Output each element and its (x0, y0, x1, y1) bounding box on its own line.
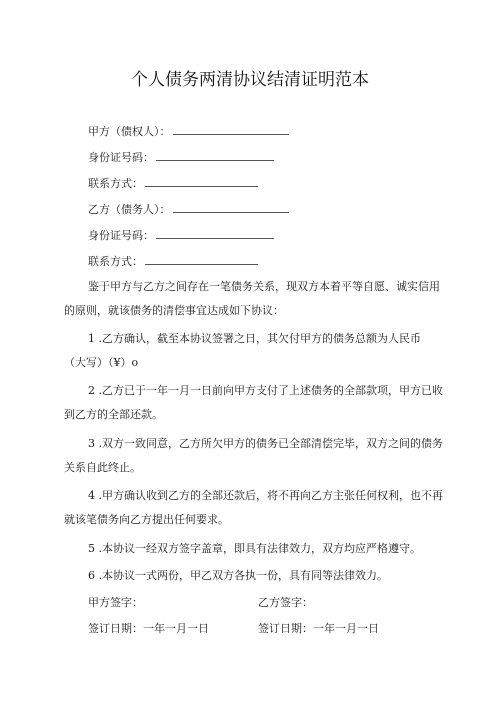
clause-3-line-1: 3 .双方一致同意，乙方所欠甲方的债务已全部清偿完毕，双方之间的债务 (88, 437, 443, 450)
party-b-sign (258, 595, 460, 611)
debtor-contact-blank (145, 253, 258, 265)
clause-2-line-2: 到乙方的全部还款。 (64, 408, 163, 421)
clause-1-line-1: 1 .乙方确认，截至本协议签署之日，其欠付甲方的债务总额为人民币 (88, 332, 421, 345)
debtor-blank (173, 201, 289, 213)
creditor-blank (173, 123, 289, 135)
debtor-id-label: 身份证号码： (88, 229, 154, 242)
party-a-sign-label: 甲方签字： (88, 596, 143, 609)
party-a-date: 签订日期：一年一月一日 (88, 622, 209, 635)
creditor-contact-label: 联系方式： (88, 177, 143, 190)
debtor-id-field (88, 227, 460, 244)
creditor-id-field (88, 149, 460, 166)
clause-3-line-2: 关系自此终止。 (64, 461, 141, 474)
creditor-contact-blank (145, 175, 258, 187)
clause-6: 6 .本协议一式两份，甲乙双方各执一份，具有同等法律效力。 (88, 569, 388, 582)
debtor-contact-field (88, 253, 460, 270)
clause-4-line-1: 4 .甲方确认收到乙方的全部还款后，将不再向乙方主张任何权利，也不再 (88, 489, 443, 502)
document-title: 个人债务两清协议结清证明范本 (131, 70, 369, 90)
creditor-label: 甲方（债权人）： (88, 125, 171, 138)
debtor-field (88, 201, 460, 218)
creditor-field (88, 123, 460, 140)
debtor-label: 乙方（债务人）： (88, 203, 171, 216)
creditor-id-label: 身份证号码： (88, 151, 154, 164)
clause-1-line-2: （大写）（¥）o (64, 356, 139, 369)
party-b-sign-label: 乙方签字： (258, 596, 313, 609)
clause-4-line-2: 就该笔债务向乙方提出任何要求。 (64, 513, 229, 526)
party-b-date: 签订日期：一年一月一日 (258, 622, 379, 635)
creditor-contact-field (88, 175, 460, 192)
debtor-id-blank (156, 227, 274, 239)
creditor-id-blank (156, 149, 274, 161)
intro-line-1: 鉴于甲方与乙方之间存在一笔债务关系，现双方本着平等自愿、诚实信用 (88, 280, 440, 293)
clause-5: 5 .本协议一经双方签字盖章，即具有法律效力，双方均应严格遵守。 (88, 542, 421, 555)
debtor-contact-label: 联系方式： (88, 255, 143, 268)
intro-line-2: 的原则，就该债务的清偿事宜达成如下协议： (64, 304, 284, 317)
clause-2-line-1: 2 .乙方已于一年一月一日前向甲方支付了上述债务的全部款项，甲方已收 (88, 384, 443, 397)
